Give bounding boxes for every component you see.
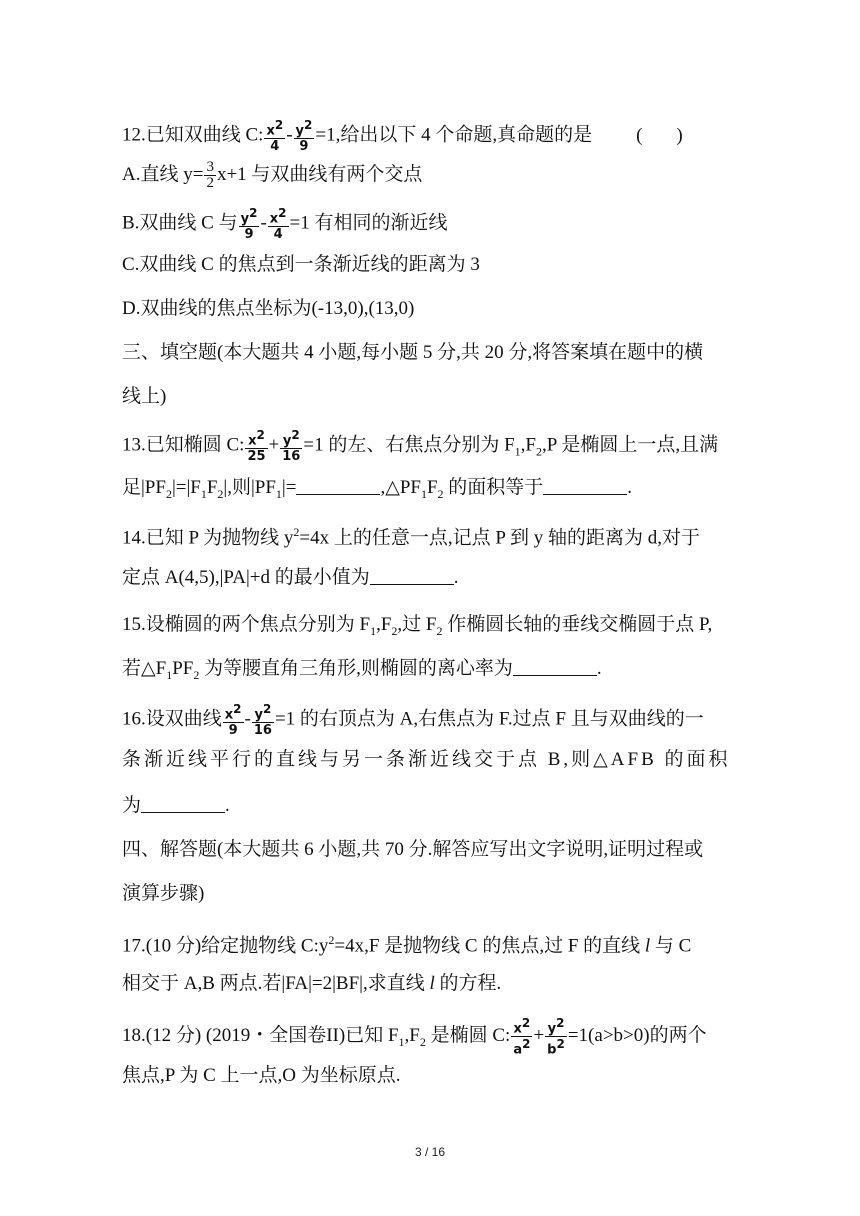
answer-blank[interactable] xyxy=(370,568,454,585)
answer-parentheses: ( ) xyxy=(636,124,683,146)
q13-line2: 足$|PF_2|=|F_1F_2|$,则$|PF_1|=$ $,\triangle PF_1F_2$ 的面积等于 . xyxy=(122,477,633,501)
page-number: 3 / 16 xyxy=(414,1145,446,1159)
answer-blank[interactable] xyxy=(141,796,225,813)
q18-line1: 18.(12 分) (2019・全国卷II)已知 $F_1,F_2$ 是椭圆 C: $\frac{x^2}{a^2}$ + $\frac{y^2}{b^2}$ =1(a>b>0)的两个 xyxy=(122,1016,707,1058)
section3-heading-cont: 线上) xyxy=(122,386,167,407)
q12-option-c: C.双曲线 C 的焦点到一条渐近线的距离为 3 xyxy=(122,254,480,275)
q15-line1: 15.设椭圆的两个焦点分别为 $F_1,F_2$,过 $F_2$ 作椭圆长轴的垂线交椭圆于点 P, xyxy=(122,614,713,638)
fraction-x2-over-9: $\frac{x^2}{9}$ xyxy=(224,702,242,739)
q17-line1: 17.(10 分)给定抛物线 $C:y^2=4x,F$ 是抛物线 C 的焦点,过 F 的直线 l 与 C xyxy=(122,933,692,957)
q13-line1: 13.已知椭圆 C: $\frac{x^2}{25}$ + $\frac{y^2}{16}$ =1 的左、右焦点分别为 $F_1,F_2,P$ 是椭圆上一点,且满 xyxy=(122,428,719,465)
q17-line2: 相交于 A,B 两点.若|FA|=2|BF|,求直线 l 的方程. xyxy=(122,973,502,994)
fraction-x2-over-4: $\frac{x^2}{4}$ xyxy=(269,206,287,243)
fraction-x2-over-a2: $\frac{x^2}{a^2}$ xyxy=(513,1016,531,1058)
fraction-y2-over-9: $\frac{y^2}{9}$ xyxy=(295,118,313,155)
q14-line1: 14.已知 P 为抛物线 $y^2=4x$ 上的任意一点,记点 P 到 y 轴的距离为 d,对于 xyxy=(122,525,700,549)
section3-heading: 三、填空题(本大题共 4 小题,每小题 5 分,共 20 分,将答案填在题中的横 xyxy=(122,342,704,363)
fraction-y2-over-9: $\frac{y^2}{9}$ xyxy=(240,206,258,243)
q12-option-b: B.双曲线 C 与 $\frac{y^2}{9}$ - $\frac{x^2}{4}$ =1 有相同的渐近线 xyxy=(122,206,448,243)
answer-blank[interactable] xyxy=(296,478,380,495)
q12-option-d: D.双曲线的焦点坐标为(-13,0),(13,0) xyxy=(122,298,415,319)
fraction-x2-over-25: $\frac{x^2}{25}$ xyxy=(247,428,266,465)
q12-option-a: A.直线 y= $\frac{3}{2}$ x+1 与双曲线有两个交点 xyxy=(122,159,423,191)
fraction-y2-over-b2: $\frac{y^2}{b^2}$ xyxy=(547,1016,565,1058)
fraction-3-over-2: $\frac{3}{2}$ xyxy=(206,159,214,191)
section4-heading: 四、解答题(本大题共 6 小题,共 70 分.解答应写出文字说明,证明过程或 xyxy=(122,839,704,860)
fraction-y2-over-16: $\frac{y^2}{16}$ xyxy=(253,702,272,739)
q15-line2: 若$\triangle F_1PF_2$ 为等腰直角三角形,则椭圆的离心率为 . xyxy=(122,658,602,682)
q16-line3: 为 . xyxy=(122,795,230,816)
fraction-y2-over-16: $\frac{y^2}{16}$ xyxy=(282,428,301,465)
q14-line2: 定点 A(4,5),|PA|+d 的最小值为 . xyxy=(122,567,459,588)
q12-stem: 12.已知双曲线 C: $\frac{x^2}{4}$ - $\frac{y^2}{9}$ =1,给出以下 4 个命题,真命题的是 ( ) xyxy=(122,118,683,155)
q16-line1: 16.设双曲线 $\frac{x^2}{9}$ - $\frac{y^2}{16}$ =1 的右顶点为 A,右焦点为 F.过点 F 且与双曲线的一 xyxy=(122,702,704,739)
q16-line2: 条渐近线平行的直线与另一条渐近线交于点 B,则△AFB 的面积 xyxy=(122,749,731,770)
q18-line2: 焦点,P 为 C 上一点,O 为坐标原点. xyxy=(122,1065,401,1086)
answer-blank[interactable] xyxy=(543,478,627,495)
section4-heading-cont: 演算步骤) xyxy=(122,883,205,904)
fraction-x2-over-4: $\frac{x^2}{4}$ xyxy=(266,118,284,155)
answer-blank[interactable] xyxy=(513,659,597,676)
